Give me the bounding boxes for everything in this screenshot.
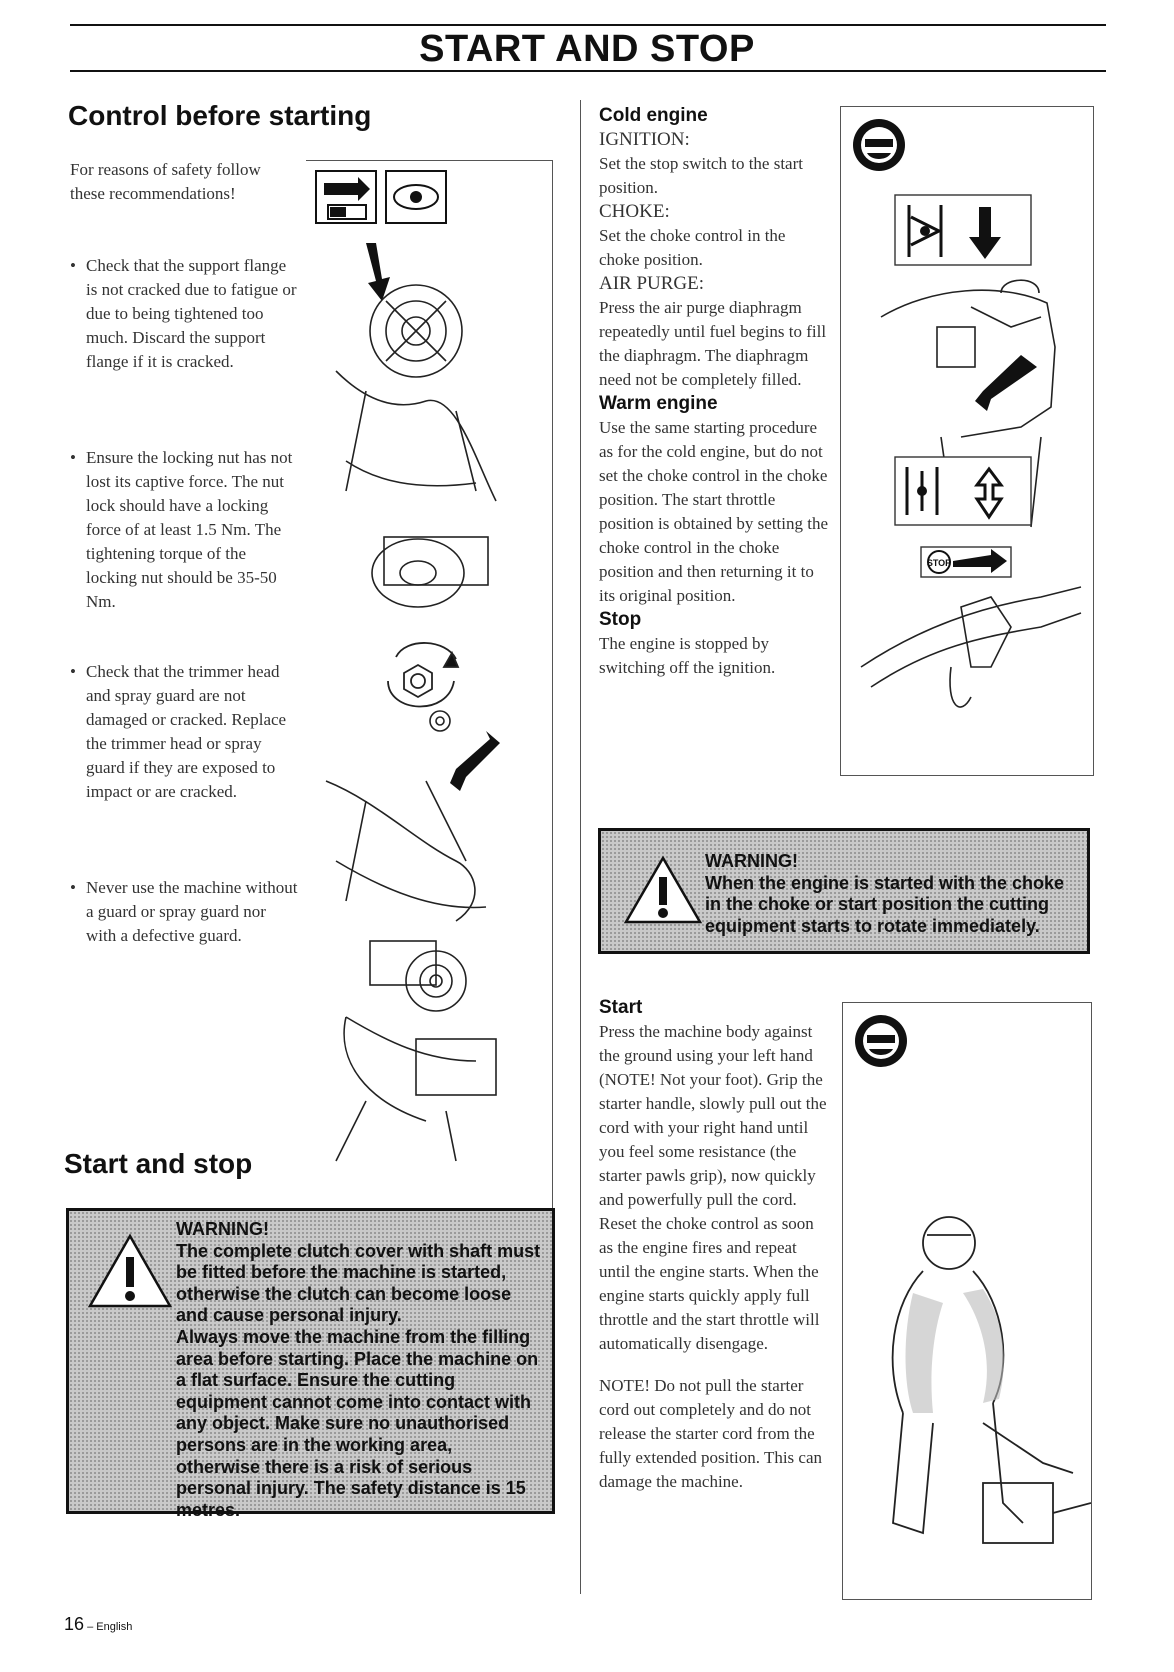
bullet-text: Check that the trimmer head and spray guard are not damaged or cracked. Replace the trimmer head or spray guard if they are exposed to impact or are cracked. (86, 662, 287, 801)
ignition-label: IGNITION: (599, 129, 690, 150)
air-purge-text: Press the air purge diaphragm repeatedly until fuel begins to fill the diaphragm. The diaphragm need not be completely filled. (599, 298, 827, 389)
warning-line: in the choke or start position the cutting (705, 894, 1050, 915)
trimmer-illustration (306, 161, 552, 1235)
footer-language: English (96, 1621, 133, 1633)
title-underline (70, 70, 1106, 72)
ignition-text: Set the stop switch to the start position. (599, 154, 803, 197)
start-note: NOTE! Do not pull the starter cord out completely and do not release the starter cord from the fully extended position. This can damage the machine. (599, 1376, 823, 1491)
warning-box-choke (598, 828, 1090, 954)
arrow-into-box-icon (316, 171, 376, 223)
warning-title: WARNING! (705, 851, 798, 871)
stop-title: Stop (599, 609, 642, 630)
bullet-text: Never use the machine without a guard or spray guard nor with a defective guard. (86, 878, 298, 945)
warning-line: When the engine is started with the choke (705, 872, 1065, 893)
section-title-control: Control before starting (68, 100, 372, 131)
warning-line: equipment cannot come into contact with (176, 1391, 532, 1412)
warning-line: otherwise there is a risk of serious (176, 1456, 473, 1477)
intro-text: For reasons of safety follow these recommendations! (70, 160, 261, 203)
section-title-start-stop: Start and stop (64, 1148, 253, 1179)
start-text: Press the machine body against the ground using your left hand (NOTE! Not your foot). Grip the starter handle, slowly pull out the cord with your right hand until you feel some resistance (the starter pawls grip), now quickly and powerfully pull the cord. Reset the choke control as soon as the engine fires and repeat until the engine starts. When the engine starts quickly apply full throttle and the start throttle will automatically disengage. (599, 1022, 827, 1353)
warning-triangle-icon (87, 1233, 173, 1309)
bullet-dot: • (70, 878, 76, 897)
warm-engine-title: Warm engine (599, 393, 718, 414)
warm-engine-text: Use the same starting procedure as for the cold engine, but do not set the choke control in the choke position. The start throttle position is obtained by setting the choke control in the choke position and then returning it to its original position. (599, 418, 829, 605)
warning-line: equipment starts to rotate immediately. (705, 915, 1040, 936)
cold-engine-section (599, 104, 829, 680)
warning-line: metres. (176, 1499, 241, 1520)
illustration-panel-right-bottom (842, 1002, 1092, 1600)
stop-text: The engine is stopped by switching off the ignition. (599, 634, 776, 677)
warning-line: persons are in the working area, (176, 1434, 453, 1455)
bullet-dot: • (70, 448, 76, 467)
stop-button-label: STOP (926, 558, 952, 568)
bullet-text: Ensure the locking nut has not lost its captive force. The nut lock should have a locking force of at least 1.5 Nm. The tightening torque of the locking nut should be 35-50 Nm. (86, 448, 293, 611)
warning-line: Always move the machine from the filling (176, 1326, 531, 1347)
warning-line: personal injury. The safety distance is 15 (176, 1478, 526, 1499)
warning-line: otherwise the clutch can become loose (176, 1283, 512, 1304)
bullet-dot: • (70, 662, 76, 681)
warning-line: and cause personal injury. (176, 1305, 402, 1326)
bullet-text: Check that the support flange is not cracked due to fatigue or due to being tightened too much. Discard the support flange if it is cracked. (86, 256, 297, 371)
air-purge-label: AIR PURGE: (599, 273, 705, 294)
start-title: Start (599, 997, 643, 1018)
operator-starting-illustration (843, 1003, 1091, 1599)
choke-text: Set the choke control in the choke position. (599, 226, 786, 269)
page-number: 16 (64, 1614, 85, 1634)
ear-protection-icon (855, 1015, 907, 1067)
choke-label: CHOKE: (599, 201, 670, 222)
start-section (599, 996, 829, 1494)
page-footer (64, 1614, 132, 1635)
illustration-panel-left (306, 160, 553, 1235)
warning-line: any object. Make sure no unauthorised (176, 1413, 510, 1434)
warning-line: area before starting. Place the machine on (176, 1348, 539, 1369)
page-title: START AND STOP (419, 28, 755, 70)
warning-line: be fitted before the machine is started, (176, 1262, 507, 1283)
column-divider (580, 100, 581, 1594)
warning-line: a flat surface. Ensure the cutting (176, 1370, 456, 1391)
warning-triangle-icon (623, 855, 703, 925)
ear-protection-icon (853, 119, 905, 171)
start-controls-illustration (841, 107, 1093, 775)
top-rule (70, 24, 1106, 26)
eye-inspect-icon (386, 171, 446, 223)
bullet-dot: • (70, 256, 76, 275)
warning-line: The complete clutch cover with shaft must (176, 1240, 541, 1261)
illustration-panel-right-top (840, 106, 1094, 776)
footer-separator: – (84, 1621, 97, 1633)
warning-box-clutch (66, 1208, 555, 1520)
warning-title: WARNING! (176, 1219, 269, 1239)
cold-engine-title: Cold engine (599, 105, 708, 126)
